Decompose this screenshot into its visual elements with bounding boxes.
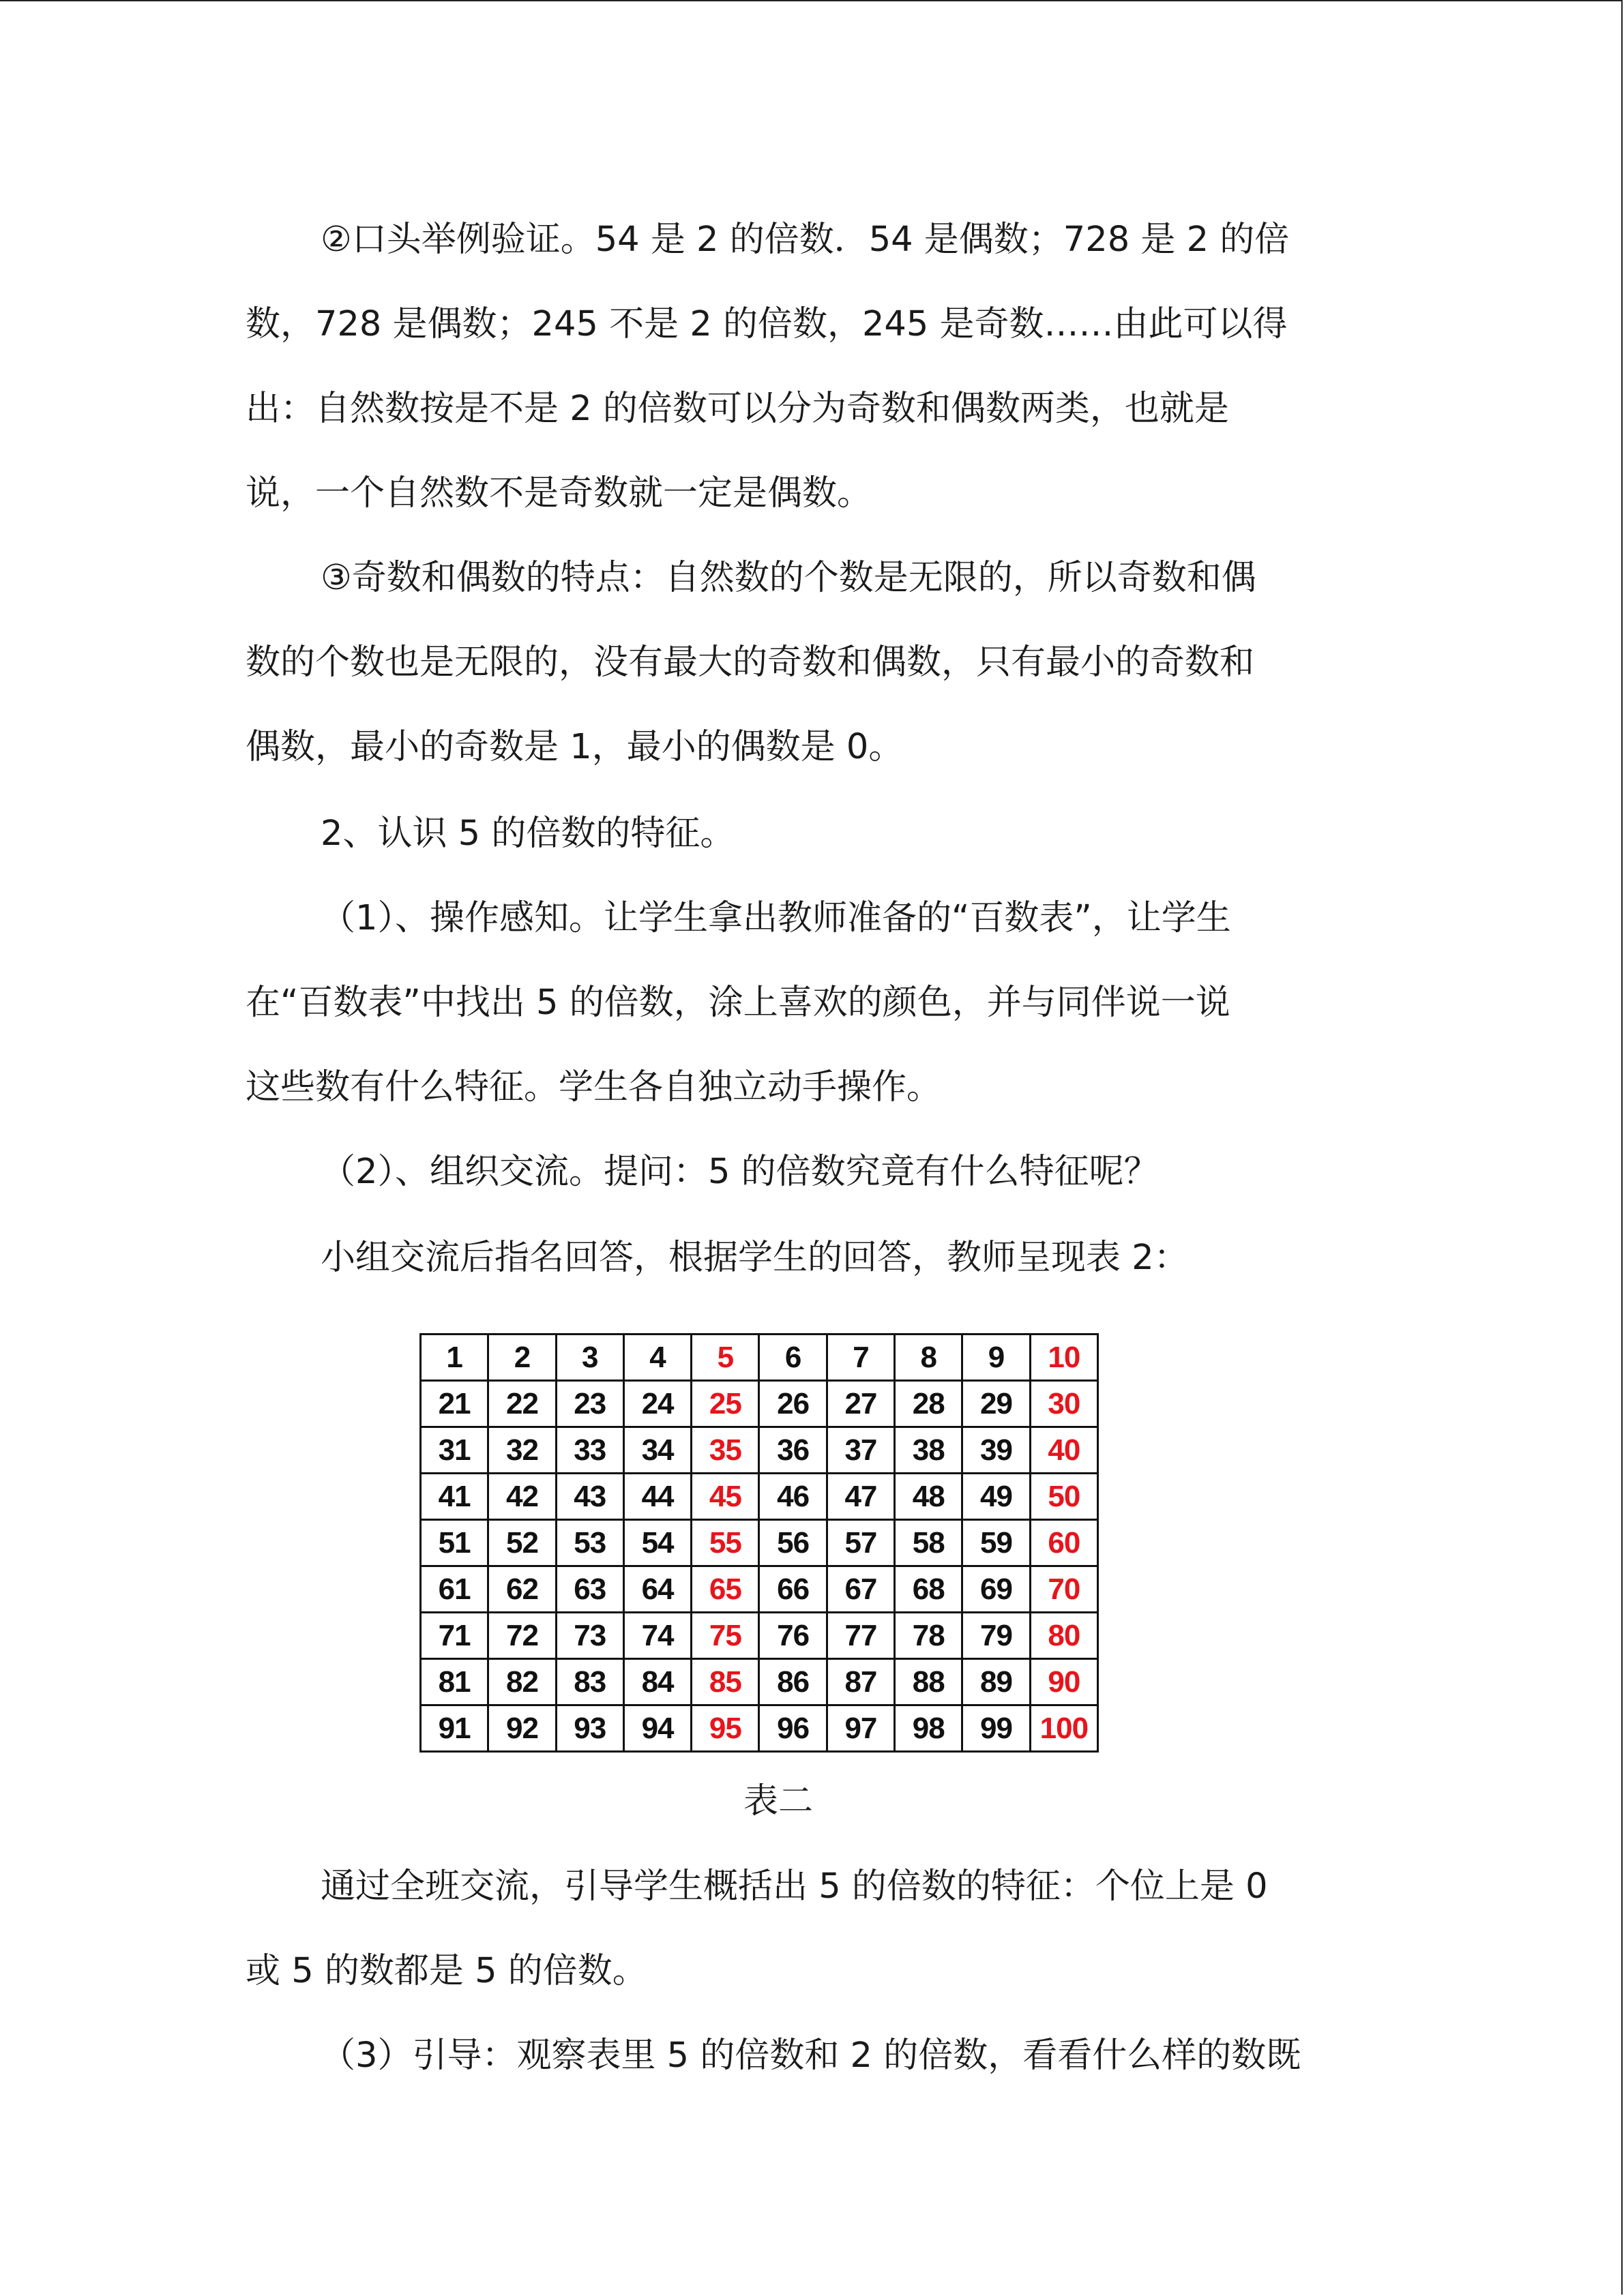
- table-cell: 2: [488, 1335, 556, 1381]
- table-cell: 79: [962, 1613, 1030, 1659]
- table-cell: 96: [759, 1705, 827, 1752]
- hundred-table: [419, 1333, 1099, 1753]
- table-cell: 85: [692, 1659, 759, 1705]
- table-row: [421, 1381, 1098, 1427]
- table-cell: 62: [488, 1566, 556, 1613]
- table-cell: 26: [759, 1381, 827, 1427]
- table-cell: 35: [692, 1427, 759, 1474]
- table-cell: 23: [556, 1381, 623, 1427]
- table-cell: 50: [1030, 1474, 1097, 1520]
- paragraph-line: （2）、组织交流。提问：5 的倍数究竟有什么特征呢？: [321, 1152, 1159, 1192]
- paragraph-line: 小组交流后指名回答，根据学生的回答，教师呈现表 2：: [321, 1238, 1189, 1278]
- table-cell: 46: [759, 1474, 827, 1520]
- table-cell: 80: [1030, 1613, 1097, 1659]
- table-cell: 75: [692, 1613, 759, 1659]
- table-cell: 100: [1030, 1705, 1097, 1752]
- table-cell: 67: [827, 1566, 894, 1613]
- table-cell: 72: [488, 1613, 556, 1659]
- table-cell: 32: [488, 1427, 556, 1474]
- table-cell: 66: [759, 1566, 827, 1613]
- table-cell: 25: [692, 1381, 759, 1427]
- table-cell: 77: [827, 1613, 894, 1659]
- table-cell: 40: [1030, 1427, 1097, 1474]
- table-cell: 84: [623, 1659, 691, 1705]
- table-cell: 78: [895, 1613, 962, 1659]
- table-row: [421, 1659, 1098, 1705]
- table-row: [421, 1613, 1098, 1659]
- table-cell: 7: [827, 1335, 894, 1381]
- table-cell: 51: [421, 1520, 488, 1566]
- table-cell: 39: [962, 1427, 1030, 1474]
- table-row: [421, 1566, 1098, 1613]
- table-row: [421, 1335, 1098, 1381]
- table-row: [421, 1705, 1098, 1752]
- table-cell: 54: [623, 1520, 691, 1566]
- table-cell: 10: [1030, 1335, 1097, 1381]
- table-cell: 73: [556, 1613, 623, 1659]
- table-cell: 27: [827, 1381, 894, 1427]
- paragraph-line: ②口头举例验证。54 是 2 的倍数．54 是偶数；728 是 2 的倍: [321, 220, 1290, 260]
- paragraph-line: 说，一个自然数不是奇数就一定是偶数。: [246, 473, 872, 513]
- table-cell: 28: [895, 1381, 962, 1427]
- table-cell: 8: [895, 1335, 962, 1381]
- table-cell: 64: [623, 1566, 691, 1613]
- table-cell: 58: [895, 1520, 962, 1566]
- table-cell: 89: [962, 1659, 1030, 1705]
- table-cell: 30: [1030, 1381, 1097, 1427]
- table-row: [421, 1427, 1098, 1474]
- paragraph-line: ③奇数和偶数的特点：自然数的个数是无限的，所以奇数和偶: [321, 558, 1256, 598]
- table-cell: 59: [962, 1520, 1030, 1566]
- table-cell: 45: [692, 1474, 759, 1520]
- table-cell: 37: [827, 1427, 894, 1474]
- table-cell: 47: [827, 1474, 894, 1520]
- paragraph-line: （3）引导：观察表里 5 的倍数和 2 的倍数，看看什么样的数既: [321, 2036, 1301, 2076]
- paragraph-line: 这些数有什么特征。学生各自独立动手操作。: [246, 1067, 942, 1107]
- table-cell: 93: [556, 1705, 623, 1752]
- table-cell: 92: [488, 1705, 556, 1752]
- table-cell: 82: [488, 1659, 556, 1705]
- table-cell: 71: [421, 1613, 488, 1659]
- table-cell: 21: [421, 1381, 488, 1427]
- table-cell: 48: [895, 1474, 962, 1520]
- table-cell: 36: [759, 1427, 827, 1474]
- paragraph-line: 偶数，最小的奇数是 1，最小的偶数是 0。: [246, 727, 904, 767]
- table-cell: 41: [421, 1474, 488, 1520]
- table-cell: 5: [692, 1335, 759, 1381]
- table-cell: 43: [556, 1474, 623, 1520]
- table-cell: 24: [623, 1381, 691, 1427]
- table-cell: 74: [623, 1613, 691, 1659]
- table-cell: 60: [1030, 1520, 1097, 1566]
- table-cell: 49: [962, 1474, 1030, 1520]
- paragraph-line: 出：自然数按是不是 2 的倍数可以分为奇数和偶数两类，也就是: [246, 389, 1229, 429]
- table-cell: 88: [895, 1659, 962, 1705]
- table-cell: 61: [421, 1566, 488, 1613]
- table-cell: 22: [488, 1381, 556, 1427]
- table-cell: 33: [556, 1427, 623, 1474]
- table-cell: 86: [759, 1659, 827, 1705]
- table-cell: 99: [962, 1705, 1030, 1752]
- table-cell: 83: [556, 1659, 623, 1705]
- table-cell: 29: [962, 1381, 1030, 1427]
- table-cell: 42: [488, 1474, 556, 1520]
- table-cell: 31: [421, 1427, 488, 1474]
- table-cell: 65: [692, 1566, 759, 1613]
- table-cell: 53: [556, 1520, 623, 1566]
- section-heading: 2、认识 5 的倍数的特征。: [321, 814, 735, 854]
- table-row: [421, 1474, 1098, 1520]
- table-cell: 4: [623, 1335, 691, 1381]
- table-cell: 94: [623, 1705, 691, 1752]
- table-cell: 44: [623, 1474, 691, 1520]
- paragraph-line: 通过全班交流，引导学生概括出 5 的倍数的特征：个位上是 0: [321, 1866, 1268, 1907]
- table-cell: 98: [895, 1705, 962, 1752]
- table-cell: 76: [759, 1613, 827, 1659]
- table-cell: 55: [692, 1520, 759, 1566]
- table-cell: 57: [827, 1520, 894, 1566]
- table-cell: 56: [759, 1520, 827, 1566]
- table-cell: 9: [962, 1335, 1030, 1381]
- table-cell: 91: [421, 1705, 488, 1752]
- table-cell: 3: [556, 1335, 623, 1381]
- table-cell: 52: [488, 1520, 556, 1566]
- table-cell: 34: [623, 1427, 691, 1474]
- paragraph-line: 数，728 是偶数；245 不是 2 的倍数，245 是奇数……由此可以得: [246, 304, 1288, 344]
- table-cell: 90: [1030, 1659, 1097, 1705]
- table-caption: 表二: [743, 1781, 814, 1821]
- table-cell: 68: [895, 1566, 962, 1613]
- table-cell: 1: [421, 1335, 488, 1381]
- table-cell: 63: [556, 1566, 623, 1613]
- table-cell: 69: [962, 1566, 1030, 1613]
- paragraph-line: 在“百数表”中找出 5 的倍数，涂上喜欢的颜色，并与同伴说一说: [246, 983, 1230, 1023]
- paragraph-line: （1）、操作感知。让学生拿出教师准备的“百数表”，让学生: [321, 898, 1231, 938]
- paragraph-line: 或 5 的数都是 5 的倍数。: [246, 1951, 647, 1991]
- table-cell: 81: [421, 1659, 488, 1705]
- table-cell: 87: [827, 1659, 894, 1705]
- paragraph-line: 数的个数也是无限的，没有最大的奇数和偶数，只有最小的奇数和: [246, 642, 1255, 683]
- table-cell: 70: [1030, 1566, 1097, 1613]
- table-cell: 38: [895, 1427, 962, 1474]
- table-cell: 97: [827, 1705, 894, 1752]
- table-cell: 6: [759, 1335, 827, 1381]
- table-row: [421, 1520, 1098, 1566]
- table-cell: 95: [692, 1705, 759, 1752]
